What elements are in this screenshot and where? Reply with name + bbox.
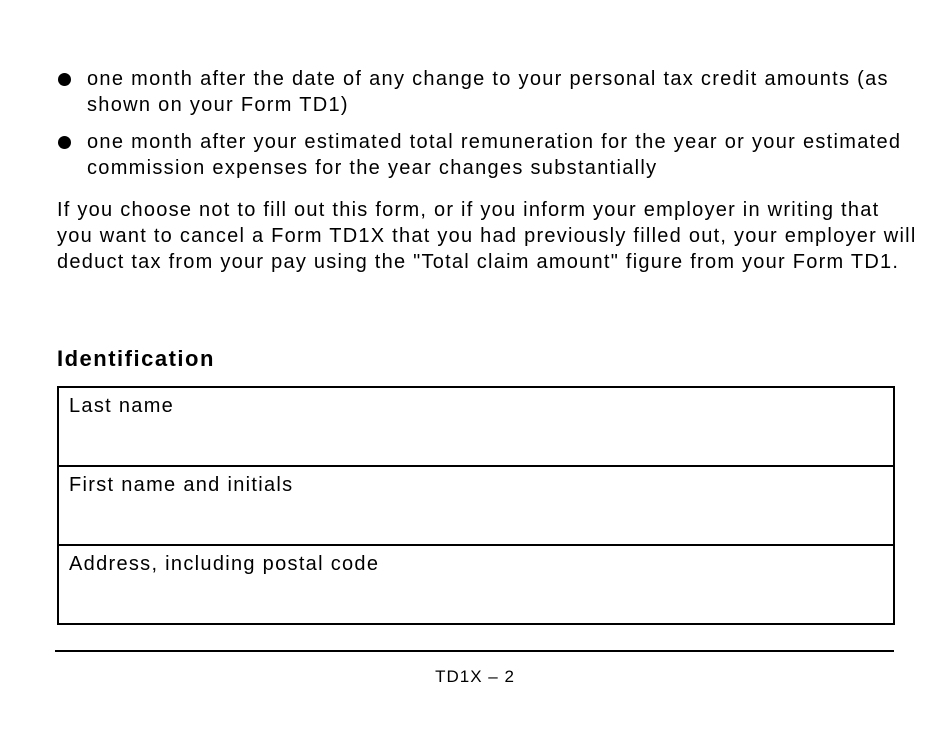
instruction-paragraph: If you choose not to fill out this form, or if you inform your employer in writing that you want to cancel a Form TD1X that you had previously filled out, your employer will deduct tax from your pay using the "Total claim amount" figure from your Form TD1. — [57, 199, 917, 273]
bullet-text: one month after the date of any change to your personal tax credit amounts (as shown on your Form TD1) — [87, 68, 889, 116]
bullet-item-remuneration-change — [58, 129, 918, 181]
form-row-address — [59, 546, 893, 623]
bullet-dot-icon — [58, 73, 71, 86]
form-row-first-name — [59, 467, 893, 546]
section-title-identification: Identification — [57, 346, 215, 371]
first-name-label: First name and initials — [69, 474, 294, 496]
bullet-item-tax-credit-change — [58, 66, 918, 118]
footer-divider — [55, 650, 894, 652]
identification-form — [57, 386, 895, 625]
page-number: TD1X – 2 — [435, 667, 515, 686]
form-row-last-name — [59, 388, 893, 467]
last-name-label: Last name — [69, 395, 175, 417]
bullet-dot-icon — [58, 136, 71, 149]
bullet-text: one month after your estimated total remuneration for the year or your estimated commission expenses for the year changes substantially — [87, 131, 902, 179]
last-name-field[interactable] — [67, 424, 885, 460]
first-name-field[interactable] — [67, 503, 885, 539]
instruction-bullet-list — [58, 66, 918, 192]
address-label: Address, including postal code — [69, 553, 380, 575]
address-field[interactable] — [67, 582, 885, 618]
